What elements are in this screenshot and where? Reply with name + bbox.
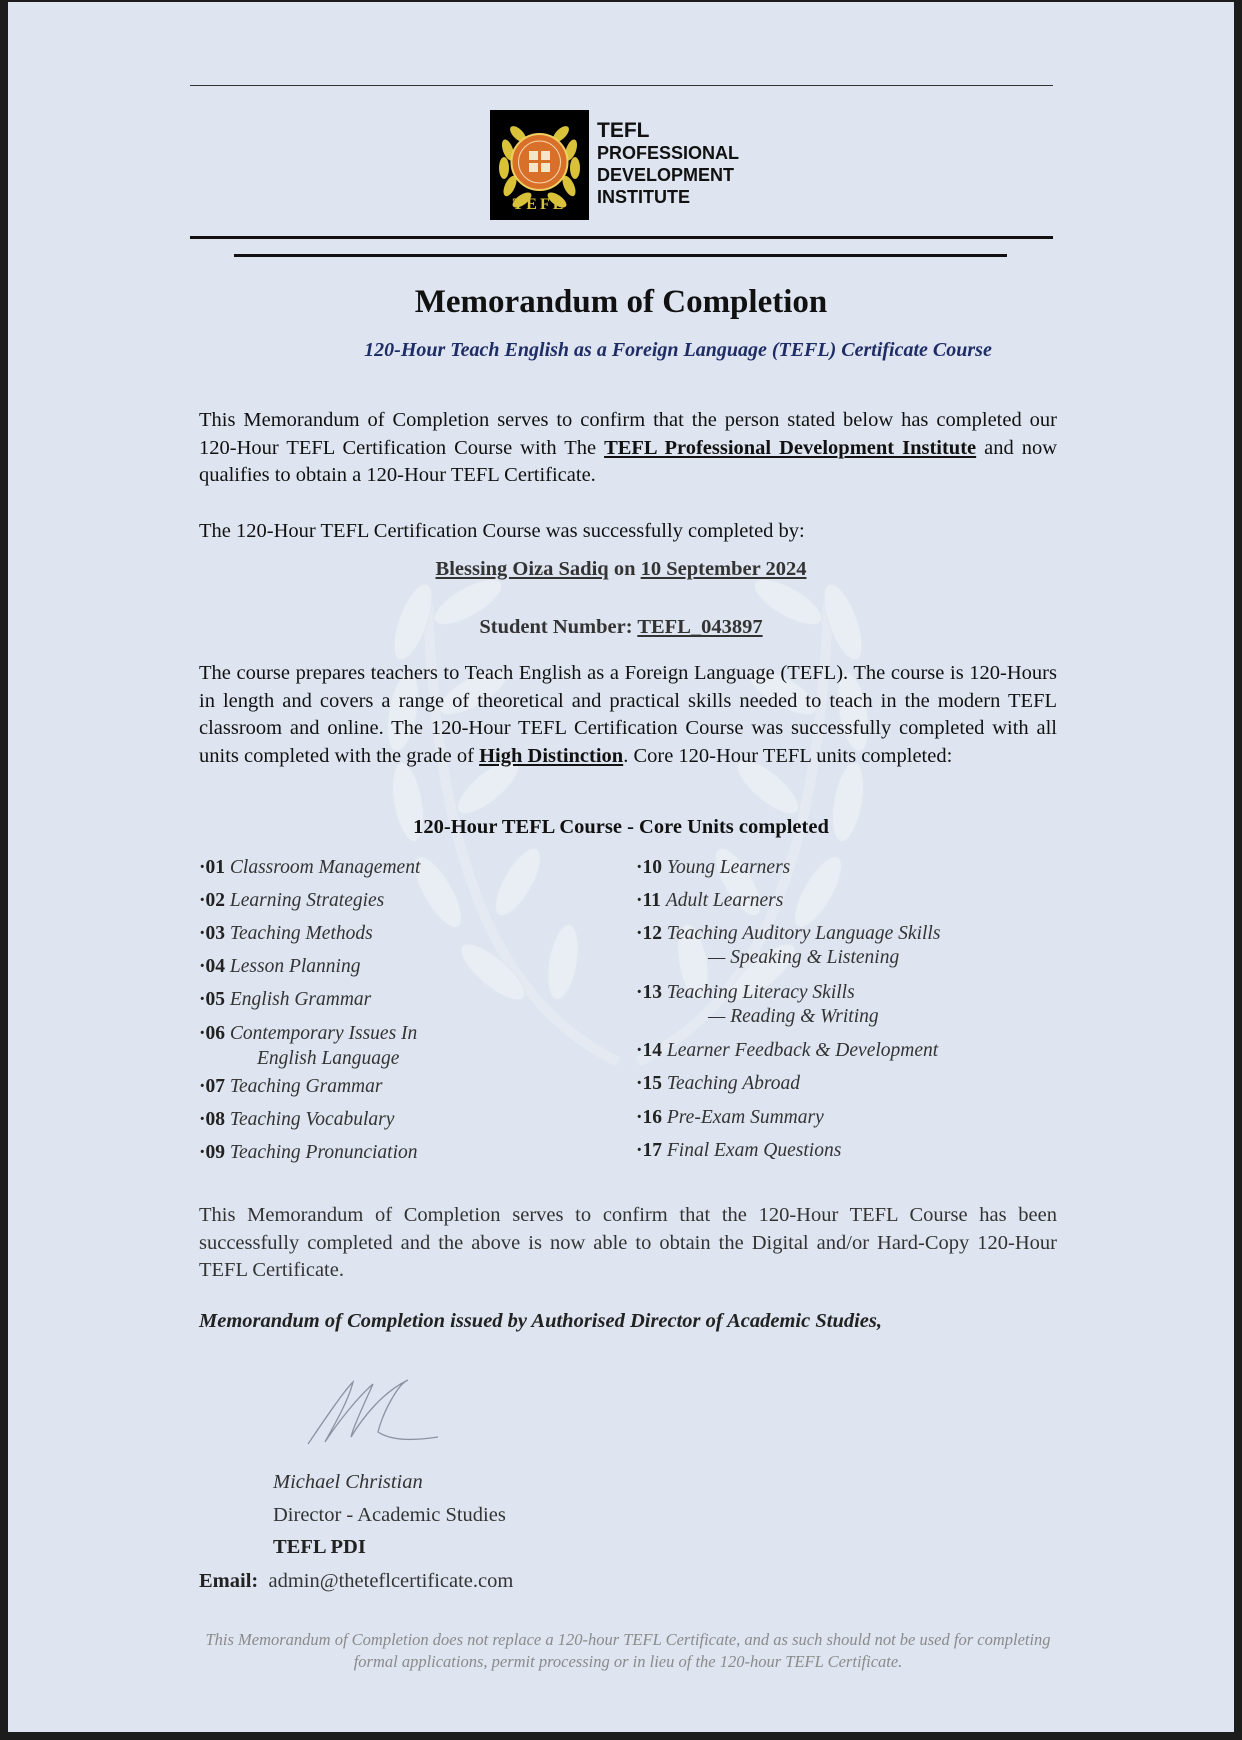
signatory-org: TEFL PDI xyxy=(273,1536,366,1558)
header-top-rule xyxy=(190,85,1053,86)
intro-paragraph: This Memorandum of Completion serves to confirm that the person stated below has completed our 120-Hour TEFL Certification Course with The TEFL Professional Development Institute and now qualifies to obtain a 120-Hour TEFL Certificate. xyxy=(199,409,1058,486)
unit-item: ·13 Teaching Literacy Skills — Reading & Writing xyxy=(636,982,879,1027)
unit-item: ·08 Teaching Vocabulary xyxy=(199,1109,395,1130)
student-number-line: Student Number: TEFL_043897 xyxy=(479,616,763,638)
header-rule xyxy=(190,236,1053,239)
header-rule xyxy=(234,254,1007,257)
grade: High Distinction xyxy=(479,744,624,767)
document-subtitle: 120-Hour Teach English as a Foreign Language (TEFL) Certificate Course xyxy=(364,339,992,361)
closing-paragraph: This Memorandum of Completion serves to confirm that the 120-Hour TEFL Course has been successfully completed and the above is now able to obtain the Digital and/or Hard-Copy 120-Hour TEFL Certificate. xyxy=(199,1204,1057,1281)
email-line: Email: admin@theteflcertificate.com xyxy=(199,1570,514,1592)
unit-item: ·17 Final Exam Questions xyxy=(636,1140,842,1161)
unit-item: ·14 Learner Feedback & Development xyxy=(636,1040,939,1061)
memorandum-page xyxy=(8,2,1234,1732)
student-number: TEFL_043897 xyxy=(637,616,763,638)
unit-item: ·06 Contemporary Issues In English Language xyxy=(199,1023,418,1069)
unit-item: ·05 English Grammar xyxy=(199,989,372,1010)
unit-item: ·09 Teaching Pronunciation xyxy=(199,1142,418,1163)
unit-item: ·11 Adult Learners xyxy=(636,890,784,911)
logo-badge-text: TEFL xyxy=(512,196,567,213)
course-description: The course prepares teachers to Teach English as a Foreign Language (TEFL). The course is 120-Hours in length and covers a range of theoretical and practical skills needed to teach in the modern TEFL classroom and online. The 120-Hour TEFL Certification Course was successfully completed with all units completed with the grade of High Distinction. Core 120-Hour TEFL units completed: xyxy=(199,662,1057,767)
student-name: Blessing Oiza Sadiq xyxy=(435,558,609,580)
email-link[interactable]: admin@theteflcertificate.com xyxy=(268,1570,514,1592)
document-title: Memorandum of Completion xyxy=(414,284,828,320)
institute-logo xyxy=(490,110,589,220)
completed-by-text: The 120-Hour TEFL Certification Course was successfully completed by: xyxy=(199,520,805,542)
unit-item: ·12 Teaching Auditory Language Skills — Speaking & Listening xyxy=(636,923,941,968)
unit-item: ·04 Lesson Planning xyxy=(199,956,361,977)
disclaimer-footnote: This Memorandum of Completion does not replace a 120-hour TEFL Certificate, and as such should not be used for completing formal applications, permit processing or in lieu of the 120-hour TEFL Certificate. xyxy=(205,1630,1051,1671)
unit-item: ·02 Learning Strategies xyxy=(199,890,385,911)
issued-by-line: Memorandum of Completion issued by Authorised Director of Academic Studies, xyxy=(199,1310,882,1332)
student-line: Blessing Oiza Sadiq on 10 September 2024 xyxy=(435,558,807,580)
signatory-name: Michael Christian xyxy=(273,1471,423,1493)
unit-item: ·10 Young Learners xyxy=(636,857,791,878)
unit-item: ·03 Teaching Methods xyxy=(199,923,373,944)
unit-item: ·01 Classroom Management xyxy=(199,857,421,878)
signature-image xyxy=(303,1372,443,1452)
institute-name-link: TEFL Professional Development Institute xyxy=(604,436,977,459)
unit-item: ·07 Teaching Grammar xyxy=(199,1076,383,1097)
completion-date: 10 September 2024 xyxy=(640,558,807,580)
signatory-role: Director - Academic Studies xyxy=(273,1504,506,1526)
unit-item: ·16 Pre-Exam Summary xyxy=(636,1107,824,1128)
units-title: 120-Hour TEFL Course - Core Units completed xyxy=(413,816,829,838)
unit-item: ·15 Teaching Abroad xyxy=(636,1073,800,1094)
institute-name: TEFL PROFESSIONAL DEVELOPMENT INSTITUTE xyxy=(597,119,740,207)
